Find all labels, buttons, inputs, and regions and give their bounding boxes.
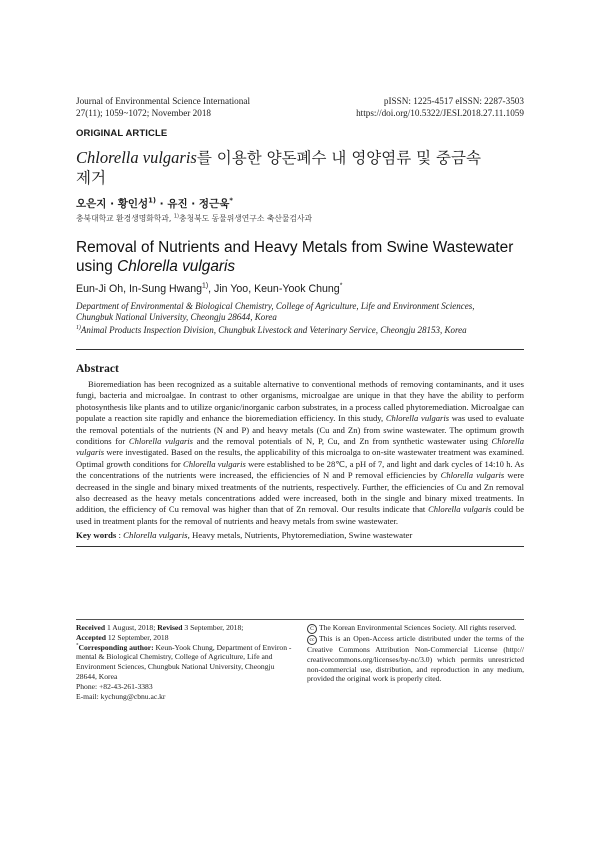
revised-label: Revised [157,623,183,632]
corresponding-sup: * [76,643,79,649]
abstract-heading: Abstract [76,363,119,375]
korean-author-sup-2: * [229,196,233,205]
footnote-rule [76,619,524,620]
accepted-label: Accepted [76,632,106,642]
abstract-top-rule [76,349,524,350]
english-affiliation-2-text: Animal Products Inspection Division, Chungbuk Livestock and Veterinary Service, Cheongju 28153, Korea [80,325,467,335]
abstract-text-6: were decreased in the single and binary mixed treatments of the nutrients, respectively. Further, the efficiencies of Cu and Zn removal also decreased as the heavy metals concentrations added were increased, both in the single and binary mixed treatments. In addition, the efficiency of Cu removal was higher than that of Zn removal. Our results indicate that [76,470,524,515]
english-title [76,238,536,276]
revised-date: 3 September, 2018; [182,623,244,632]
article-history-footnote [76,623,294,701]
article-type: ORIGINAL ARTICLE [76,128,168,139]
abstract-species-3: Chlorella vulgaris [76,436,524,458]
english-title-line2: using [76,258,118,275]
keyword-species: Chlorella vulgaris [123,530,188,540]
abstract-bottom-rule [76,546,524,547]
english-affiliation-1: Department of Environmental & Biological Chemistry, College of Agriculture, Life and Environment Sciences, Chungbuk National University, Cheongju 28644, Korea [76,301,475,323]
doi-link[interactable]: https://doi.org/10.5322/JESI.2018.27.11.1059 [356,107,524,118]
korean-affiliation [76,213,312,224]
keywords-label: Key words [76,530,117,540]
english-author-sup-1: 1) [202,282,209,290]
abstract-species-1: Chlorella vulgaris [385,413,450,424]
email[interactable]: E-mail: kychung@cbnu.ac.kr [76,691,166,701]
accepted-date: 12 September, 2018 [105,632,169,642]
corresponding-author [76,643,294,682]
korean-title-text: 를 이용한 양돈폐수 내 영양염류 및 중금속 [196,149,481,167]
abstract-text-5: were established to be 28℃, a pH of 7, and light and dark cycles of 14:10 h. As the concentrations of the nutrients were increased, the efficiencies of N and P removal efficiencies by [76,458,524,481]
korean-affiliation-sup: 1) [173,213,180,220]
keywords-list: , Heavy metals, Nutrients, Phytoremediation, Swine wastewater [187,530,413,540]
english-author-names-2: , Jin Yoo, Keun-Yook Chung [208,283,340,295]
received-label: Received [76,623,106,632]
abstract-species-6: Chlorella vulgaris [428,504,492,515]
abstract-species-5: Chlorella vulgaris [440,470,505,481]
abstract-text-1: Bioremediation has been recognized as a suitable alternative to conventional methods of removing contaminants, and it uses fungi, bacteria and microalgae. In contrast to other organisms, microalgae are unique in that they have the ability to perform photosynthesis like plants and to utilize organic/inorganic carbon substrates, in a process called phytoremediation. Microalgae can populate a reaction site rapidly and enhance the bioremediation efficiency. In this study, [76,379,524,424]
copyright-icon: C [307,624,317,634]
english-affiliation-2 [76,325,506,336]
abstract-species-4: Chlorella vulgaris [183,458,246,469]
korean-author-names-2: · 유진 · 정근욱 [156,198,230,210]
korean-authors [76,196,233,211]
korean-affiliation-1: 충북대학교 환경생명화학과, [76,214,174,223]
korean-title-species: Chlorella vulgaris [76,148,197,167]
abstract-species-2: Chlorella vulgaris [128,436,194,447]
keywords [76,530,524,540]
license-text: This is an Open-Access article distributed under the terms of the Creative Commons Attribution Non-Commercial License (http:// creativecommons.org/licenses/by-nc/3.0) which permits unrestricted non-commercial use, distribution, and reproduction in any medium, provided the original work is properly cited. [307,634,524,684]
english-title-line1: Removal of Nutrients and Heavy Metals from Swine Wastewater [76,239,514,256]
abstract-body [76,379,524,527]
english-affiliation-sup: 1) [76,325,81,331]
korean-author-sup-1: 1) [148,196,157,205]
issn: pISSN: 1225-4517 eISSN: 2287-3503 [383,96,524,106]
english-author-sup-2: * [339,282,343,290]
journal-name: Journal of Environmental Science International [76,96,250,106]
keywords-separator: : [116,530,124,540]
journal-identifiers [356,96,524,119]
copyright-line [307,623,524,634]
copyright-footnote [307,623,524,684]
english-author-names-1: Eun-Ji Oh, In-Sung Hwang [76,283,203,295]
phone: Phone: +82-43-261-3383 [76,681,153,691]
abstract-text-7: could be used in treatment plants for the removal of nutrients and heavy metals from swine wastewater. [76,504,524,526]
korean-title-line2: 제거 [76,169,106,187]
english-title-species: Chlorella vulgaris [117,258,236,275]
corresponding-label: Corresponding author: [78,642,154,652]
abstract-text-3: and the removal potentials of N, P, Cu, and Zn from synthetic wastewater using [193,436,492,447]
abstract-text-2: was used to evaluate the removal potentials of the nutrients (N and P) and heavy metals (Cu and Zn) from swine wastewater. The optimum growth conditions for [76,413,525,447]
journal-volume-pages: 27(11); 1059~1072; November 2018 [76,107,212,118]
korean-affiliation-2: 충청북도 동물위생연구소 축산물검사과 [179,214,313,223]
accepted-line [76,633,294,643]
korean-title [76,148,526,188]
journal-citation [76,96,250,119]
received-date: 1 August, 2018; [105,623,158,632]
abstract-text-4: were investigated. Based on the results, the applicability of this microalga to on-site wastewater treatment was examined. Optimal growth conditions for [76,447,524,469]
dates-line [76,623,294,633]
english-authors [76,283,342,295]
license-line [307,634,524,684]
cc-icon: cc [307,635,317,645]
corresponding-text: Keun-Yook Chung, Department of Environ -mental & Biological Chemistry, College of Agriculture, Life and Environment Sciences, Chungbuk National University, Cheongju 28644, Korea [76,642,292,681]
korean-author-names-1: 오은지 · 황인성 [76,198,149,210]
copyright-text: The Korean Environmental Sciences Society. All rights reserved. [319,623,517,632]
